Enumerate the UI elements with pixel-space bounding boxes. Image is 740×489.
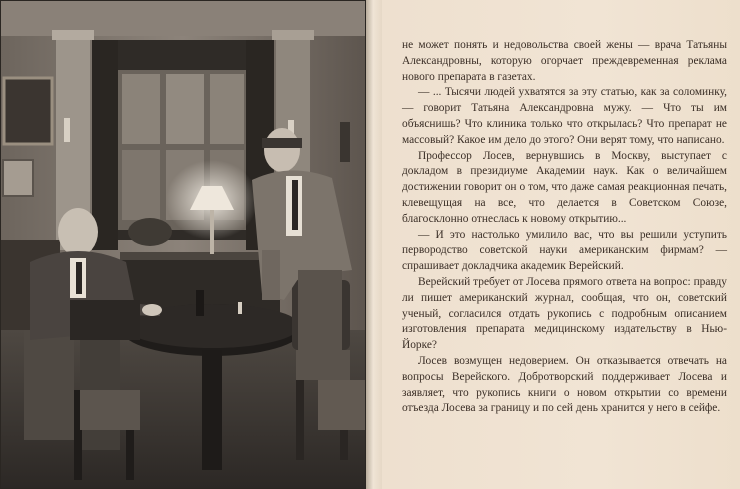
right-page	[382, 0, 740, 489]
film-still-photo	[0, 0, 366, 489]
body-text	[402, 38, 727, 417]
paragraph: Верейский требует от Лосева прямого ответа на вопрос: правду ли пишет американский журнал, сообщая, что он, советский ученый, согласился отдать рукопись с подробным описанием изготовления препарата медицинскому издательству в Нью-Йорке?	[402, 275, 727, 352]
paragraph: Лосев возмущен недоверием. Он отказывается отвечать на вопросы Верейского. Добротворский поддерживает Лосева и заявляет, что рукопись книги о новом открытии со времени отъезда Лосева за границу и по сей день хранится у него в сейфе.	[402, 354, 727, 415]
photo-illustration	[0, 0, 366, 489]
paragraph: — И это настолько умилило вас, что вы решили уступить первородство советской науки американским фирмам? — спрашивает докладчика академик Верейский.	[402, 228, 727, 273]
paragraph: — ... Тысячи людей ухватятся за эту статью, как за соломинку, — говорит Татьяна Александровна мужу. — Что ты им объяснишь? Что клиника только что открылась? Что препарат не массовый? Какое им дело до этого? Они верят тому, что написано.	[402, 86, 727, 146]
paragraph: Профессор Лосев, вернувшись в Москву, выступает с докладом в президиуме Академии наук. Как о величайшем достижении говорит он о том, что даже самая реакционная печать, клевещущая на все, что делается в Советском Союзе, благосклонно отнеслась к новому открытию...	[402, 149, 727, 225]
paragraph: не может понять и недовольства своей жены — врача Татьяны Александровны, которую огорчает преждевременная реклама нового препарата в газетах.	[402, 39, 727, 83]
book-gutter	[366, 0, 382, 489]
